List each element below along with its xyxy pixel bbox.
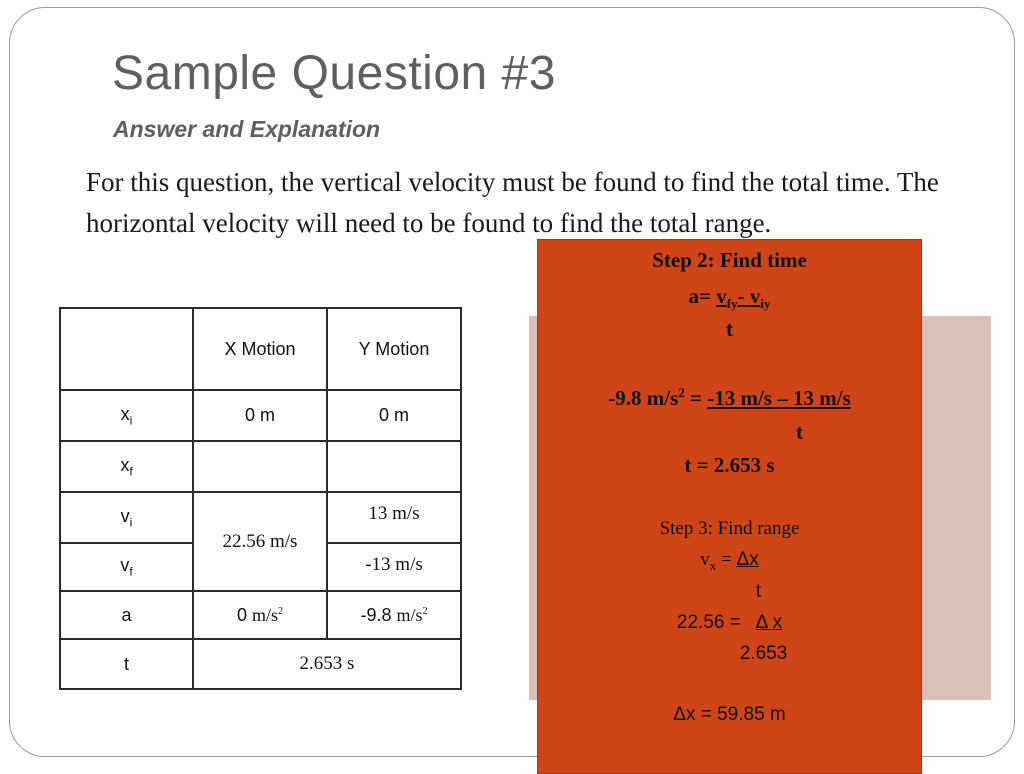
step2-heading: Step 2: Find time <box>652 248 807 272</box>
table-row <box>60 639 461 689</box>
cell-a-x: 0 $m/s^2$ <box>193 591 327 639</box>
step3-result: Δx = 59.85 m <box>673 704 786 725</box>
cell-xf-y <box>327 441 461 492</box>
cell-t: 2.653 s <box>193 639 461 689</box>
table-row <box>60 591 461 639</box>
step2-equation-denominator: t <box>796 420 803 444</box>
cell-xi-x: 0 m <box>193 390 327 441</box>
step2-formula-denominator: t <box>726 317 733 341</box>
slide-title: Sample Question #3 <box>112 47 556 100</box>
table-row <box>60 390 461 441</box>
step3-heading: Step 3: Find range <box>659 518 800 539</box>
step2-result: t = 2.653 s <box>684 453 775 477</box>
row-label-t: t <box>60 639 193 689</box>
table-row <box>60 492 461 543</box>
step2-equation: -9.8 $m/s^2 = -13$ m/s – 13 m/s <box>608 385 851 410</box>
step3-equation: 22.56 = Δ x <box>676 612 783 633</box>
row-label-a: a <box>60 591 193 639</box>
table-row <box>60 441 461 492</box>
table-header-y: Y Motion <box>327 308 461 390</box>
step3-formula: $v_x = \Delta x$ <box>700 549 759 573</box>
motion-table <box>59 307 462 690</box>
cell-vi-y: 13 m/s <box>327 492 461 543</box>
step3-formula-denominator: t <box>755 581 762 602</box>
cell-v-x: 22.56 m/s <box>193 492 327 591</box>
row-label-vf: $v_f$ <box>60 543 193 591</box>
cell-xf-x <box>193 441 327 492</box>
intro-paragraph: For this question, the vertical velocity must be found to find the total time. The horizontal velocity will need to be found to find the total range. <box>86 167 939 238</box>
cell-xi-y: 0 m <box>327 390 461 441</box>
cell-a-y: -9.8 $m/s^2$ <box>327 591 461 639</box>
row-label-xi: $x_i$ <box>60 390 193 441</box>
slide-subtitle: Answer and Explanation <box>113 116 381 142</box>
step3-equation-denominator: 2.653 <box>739 643 788 664</box>
step2-formula: $a= v_{fy}-$ $v_{iy}$ <box>688 284 771 312</box>
table-header-x: X Motion <box>193 308 327 390</box>
row-label-vi: $v_i$ <box>60 492 193 543</box>
row-label-xf: $x_f$ <box>60 441 193 492</box>
solution-box <box>537 239 922 774</box>
table-header-row <box>60 308 461 390</box>
cell-vf-y: -13 m/s <box>327 543 461 591</box>
table-header-empty <box>60 308 193 390</box>
